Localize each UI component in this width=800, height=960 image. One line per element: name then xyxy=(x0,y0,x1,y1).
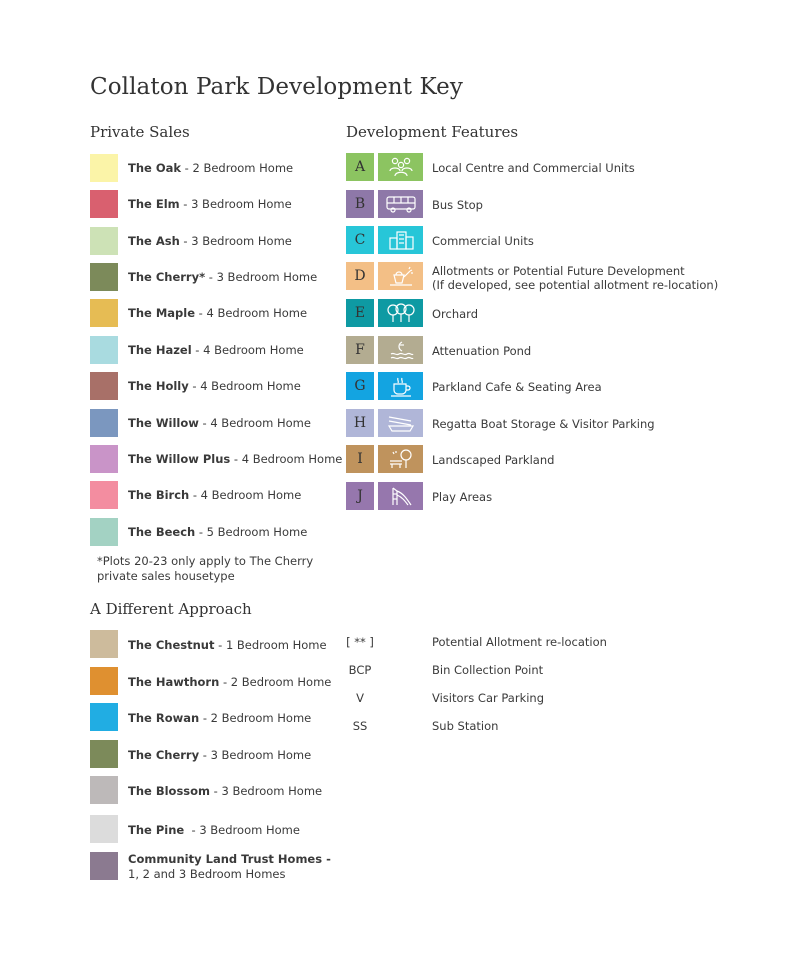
code-ss: SS xyxy=(352,719,368,733)
pond-icon xyxy=(378,336,423,364)
swatch-oak xyxy=(90,154,118,182)
label-hawthorn: The Hawthorn - 2 Bedroom Home xyxy=(128,675,332,689)
feature-letter-f: F xyxy=(346,336,374,364)
slide-icon xyxy=(378,482,423,510)
feature-letter-j: J xyxy=(346,482,374,510)
swatch-cherry-2 xyxy=(90,740,118,768)
feature-letter-e: E xyxy=(346,299,374,327)
bench-tree-icon xyxy=(378,445,423,473)
label-hazel: The Hazel - 4 Bedroom Home xyxy=(128,343,304,357)
label-chestnut: The Chestnut - 1 Bedroom Home xyxy=(128,638,327,652)
feature-label-a: Local Centre and Commercial Units xyxy=(432,161,635,175)
feature-label-h: Regatta Boat Storage & Visitor Parking xyxy=(432,417,655,431)
feature-label-g: Parkland Cafe & Seating Area xyxy=(432,380,602,394)
label-birch: The Birch - 4 Bedroom Home xyxy=(128,488,302,502)
cherry-footnote: *Plots 20-23 only apply to The Cherry private sales housetype xyxy=(97,554,314,583)
feature-letter-d: D xyxy=(346,262,374,290)
code-label-v: Visitors Car Parking xyxy=(432,691,545,705)
swatch-pine xyxy=(90,815,118,843)
code-label-allotment: Potential Allotment re-location xyxy=(432,635,607,649)
swatch-rowan xyxy=(90,703,118,731)
feature-label-d: Allotments or Potential Future Development (If developed, see potential allotment re-location) xyxy=(432,264,719,292)
swatch-willow-plus xyxy=(90,445,118,473)
label-cherry-2: The Cherry - 3 Bedroom Home xyxy=(128,748,312,762)
label-willow-plus: The Willow Plus - 4 Bedroom Home xyxy=(128,452,343,466)
swatch-willow xyxy=(90,409,118,437)
feature-label-i: Landscaped Parkland xyxy=(432,453,555,467)
boat-icon xyxy=(378,409,423,437)
swatch-ash xyxy=(90,227,118,255)
feature-letter-g: G xyxy=(346,372,374,400)
swatch-holly xyxy=(90,372,118,400)
label-oak: The Oak - 2 Bedroom Home xyxy=(128,161,294,175)
feature-label-e: Orchard xyxy=(432,307,479,321)
label-community-land-trust: Community Land Trust Homes - 1, 2 and 3 Bedroom Homes xyxy=(128,852,331,881)
label-elm: The Elm - 3 Bedroom Home xyxy=(128,197,292,211)
label-pine: The Pine - 3 Bedroom Home xyxy=(128,823,300,837)
label-maple: The Maple - 4 Bedroom Home xyxy=(128,306,308,320)
swatch-blossom xyxy=(90,776,118,804)
swatch-hazel xyxy=(90,336,118,364)
swatch-elm xyxy=(90,190,118,218)
feature-label-c: Commercial Units xyxy=(432,234,534,248)
watering-can-icon xyxy=(378,262,423,290)
feature-letter-b: B xyxy=(346,190,374,218)
feature-label-j: Play Areas xyxy=(432,490,493,504)
label-rowan: The Rowan - 2 Bedroom Home xyxy=(128,711,312,725)
feature-label-f: Attenuation Pond xyxy=(432,344,532,358)
feature-letter-i: I xyxy=(346,445,374,473)
label-willow: The Willow - 4 Bedroom Home xyxy=(128,416,311,430)
code-allotment: [ ** ] xyxy=(346,635,374,649)
label-ash: The Ash - 3 Bedroom Home xyxy=(128,234,292,248)
label-blossom: The Blossom - 3 Bedroom Home xyxy=(128,784,323,798)
label-cherry: The Cherry* - 3 Bedroom Home xyxy=(128,270,318,284)
coffee-cup-icon xyxy=(378,372,423,400)
feature-label-b: Bus Stop xyxy=(432,198,483,212)
code-v: V xyxy=(356,691,364,705)
label-beech: The Beech - 5 Bedroom Home xyxy=(128,525,308,539)
swatch-birch xyxy=(90,481,118,509)
swatch-maple xyxy=(90,299,118,327)
private-sales-heading: Private Sales xyxy=(90,123,190,141)
swatch-community-land-trust xyxy=(90,852,118,880)
label-holly: The Holly - 4 Bedroom Home xyxy=(128,379,301,393)
feature-letter-c: C xyxy=(346,226,374,254)
code-label-ss: Sub Station xyxy=(432,719,499,733)
different-approach-heading: A Different Approach xyxy=(90,600,252,618)
feature-letter-a: A xyxy=(346,153,374,181)
trees-icon xyxy=(378,299,423,327)
feature-letter-h: H xyxy=(346,409,374,437)
code-bcp: BCP xyxy=(348,663,372,677)
swatch-beech xyxy=(90,518,118,546)
swatch-cherry xyxy=(90,263,118,291)
page-title: Collaton Park Development Key xyxy=(90,74,463,100)
people-icon xyxy=(378,153,423,181)
swatch-chestnut xyxy=(90,630,118,658)
swatch-hawthorn xyxy=(90,667,118,695)
code-label-bcp: Bin Collection Point xyxy=(432,663,544,677)
building-icon xyxy=(378,226,423,254)
development-features-heading: Development Features xyxy=(346,123,519,141)
bus-icon xyxy=(378,190,423,218)
